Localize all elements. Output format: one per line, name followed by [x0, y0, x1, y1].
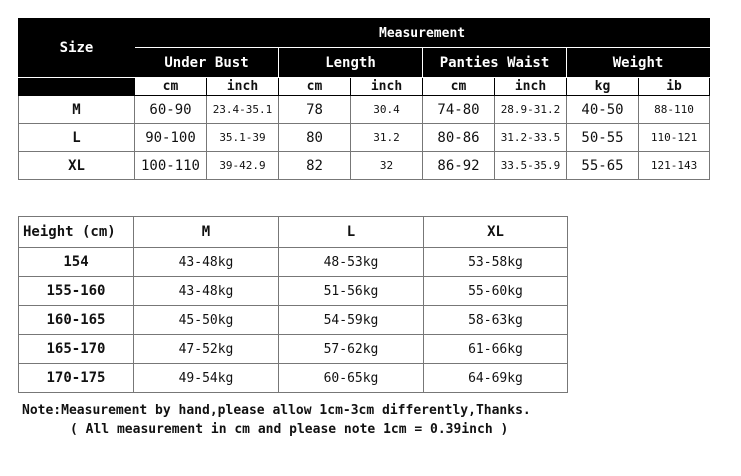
unit-spacer [19, 78, 135, 96]
height-cell: 170-175 [19, 364, 134, 393]
size-measurement-table [18, 18, 710, 180]
panties-waist-header: Panties Waist [423, 48, 567, 78]
table-row [19, 96, 710, 124]
unit-cell: ib [639, 78, 710, 96]
table-row [19, 335, 568, 364]
table-cell: 82 [279, 152, 351, 180]
table-cell: 32 [351, 152, 423, 180]
table-cell: 51-56kg [279, 277, 424, 306]
size-label: XL [19, 152, 135, 180]
table-cell: 55-65 [567, 152, 639, 180]
table-cell: 74-80 [423, 96, 495, 124]
unit-conversion-note: ( All measurement in cm and please note 1cm = 0.39inch ) [70, 422, 509, 437]
unit-cell: inch [207, 78, 279, 96]
table-row [19, 152, 710, 180]
height-weight-table [18, 216, 568, 393]
table-cell: 88-110 [639, 96, 710, 124]
table-row [19, 364, 568, 393]
size-m-column-header: M [134, 217, 279, 248]
size-label: M [19, 96, 135, 124]
table-cell: 64-69kg [424, 364, 568, 393]
unit-cell: inch [495, 78, 567, 96]
table-cell: 60-65kg [279, 364, 424, 393]
table-cell: 50-55 [567, 124, 639, 152]
table-cell: 28.9-31.2 [495, 96, 567, 124]
size-label: L [19, 124, 135, 152]
table-row [19, 306, 568, 335]
table-cell: 90-100 [135, 124, 207, 152]
height-cell: 155-160 [19, 277, 134, 306]
unit-cell: kg [567, 78, 639, 96]
table-cell: 55-60kg [424, 277, 568, 306]
table-cell: 39-42.9 [207, 152, 279, 180]
table-cell: 100-110 [135, 152, 207, 180]
table-cell: 30.4 [351, 96, 423, 124]
table-cell: 53-58kg [424, 248, 568, 277]
table-cell: 43-48kg [134, 277, 279, 306]
unit-cell: cm [135, 78, 207, 96]
length-header: Length [279, 48, 423, 78]
under-bust-header: Under Bust [135, 48, 279, 78]
height-cell: 165-170 [19, 335, 134, 364]
table-row [19, 248, 568, 277]
table-cell: 49-54kg [134, 364, 279, 393]
table-cell: 23.4-35.1 [207, 96, 279, 124]
unit-cell: inch [351, 78, 423, 96]
unit-cell: cm [279, 78, 351, 96]
table-cell: 61-66kg [424, 335, 568, 364]
table-cell: 57-62kg [279, 335, 424, 364]
height-cell: 154 [19, 248, 134, 277]
table-cell: 31.2-33.5 [495, 124, 567, 152]
table-cell: 47-52kg [134, 335, 279, 364]
weight-header: Weight [567, 48, 710, 78]
table-cell: 43-48kg [134, 248, 279, 277]
height-cell: 160-165 [19, 306, 134, 335]
table-cell: 110-121 [639, 124, 710, 152]
table-cell: 80-86 [423, 124, 495, 152]
table-cell: 86-92 [423, 152, 495, 180]
height-column-header: Height (cm) [19, 217, 134, 248]
table-cell: 45-50kg [134, 306, 279, 335]
size-l-column-header: L [279, 217, 424, 248]
table-cell: 78 [279, 96, 351, 124]
table-header-row [19, 217, 568, 248]
unit-cell: cm [423, 78, 495, 96]
table-row [19, 277, 568, 306]
table-cell: 31.2 [351, 124, 423, 152]
table-cell: 35.1-39 [207, 124, 279, 152]
table-cell: 54-59kg [279, 306, 424, 335]
table-cell: 48-53kg [279, 248, 424, 277]
table-cell: 80 [279, 124, 351, 152]
table-row [19, 124, 710, 152]
table-cell: 121-143 [639, 152, 710, 180]
measurement-header: Measurement [135, 19, 710, 48]
measurement-note: Note:Measurement by hand,please allow 1cm-3cm differently,Thanks. [22, 403, 531, 418]
table-cell: 40-50 [567, 96, 639, 124]
table-cell: 33.5-35.9 [495, 152, 567, 180]
table-cell: 58-63kg [424, 306, 568, 335]
size-header: Size [19, 19, 135, 78]
table-cell: 60-90 [135, 96, 207, 124]
size-xl-column-header: XL [424, 217, 568, 248]
